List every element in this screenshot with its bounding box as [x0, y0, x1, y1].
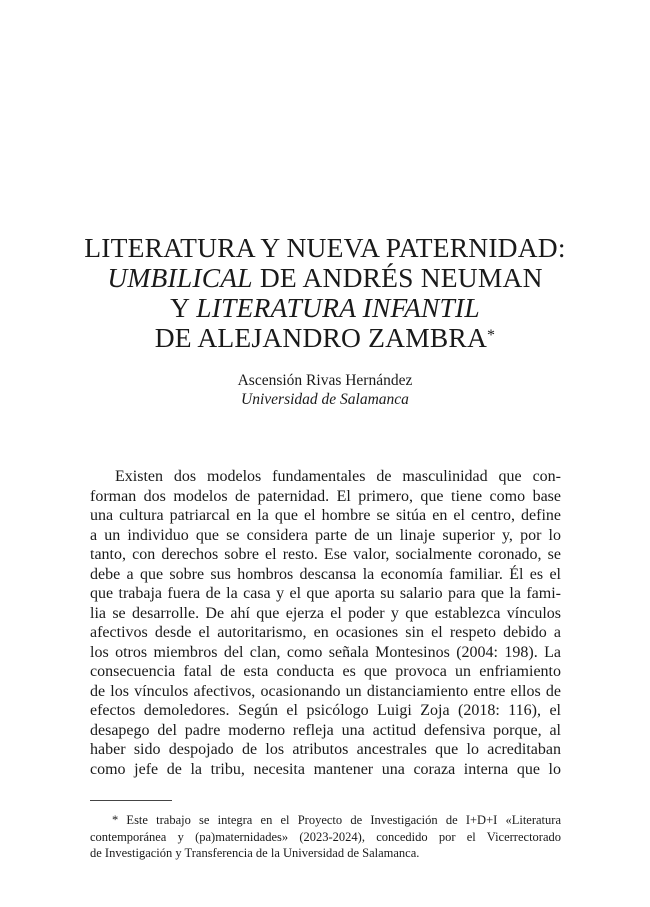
body-line: Existen dos modelos fundamentales de masculinidad que con-: [115, 468, 561, 485]
footnote-divider: [90, 800, 172, 801]
body-line: una cultura patriarcal en la que el hombre se sitúa en el centro, define: [90, 507, 561, 524]
title-author-neuman: DE ANDRÉS NEUMAN: [252, 262, 543, 293]
author-block: [60, 371, 590, 409]
body-line: como jefe de la tribu, necesita mantener una coraza interna que lo: [90, 760, 561, 778]
footnote-line: * Este trabajo se integra en el Proyecto de Investigación de I+D+I «Literatura: [112, 813, 561, 827]
body-line: afectivos desde el autoritarismo, en ocasiones sin el respeto debido a: [90, 624, 561, 641]
title-author-zambra: DE ALEJANDRO ZAMBRA: [154, 322, 488, 353]
title-work-umbilical: UMBILICAL: [107, 262, 253, 293]
body-line: haber sido despojado de los atributos ancestrales que lo acreditaban: [90, 741, 561, 758]
body-line: forman dos modelos de paternidad. El primero, que tiene como base: [90, 487, 561, 505]
body-line: los otros miembros del clan, como señala Montesinos (2004: 198). La: [90, 643, 561, 661]
body-line: desapego del padre moderno refleja una actitud defensiva porque, al: [90, 721, 561, 739]
body-line: de los vínculos afectivos, ocasionando un distanciamiento entre ellos de: [90, 682, 561, 700]
title-work-literatura-infantil: LITERATURA INFANTIL: [196, 292, 480, 323]
author-name: Ascensión Rivas Hernández: [237, 372, 413, 389]
body-line: que trabaja fuera de la casa y el que aporta su salario para que la fami-: [90, 585, 561, 602]
body-line: debe a que sobre sus hombros descansa la economía familiar. Él es el: [90, 565, 561, 583]
footnote-line: de Investigación y Transferencia de la Universidad de Salamanca.: [90, 846, 420, 860]
footnote-line: contemporánea y (pa)maternidades» (2023-2024), concedido por el Vicerrectorado: [90, 829, 561, 844]
title-footnote-mark[interactable]: *: [487, 327, 496, 344]
title-line-1: LITERATURA Y NUEVA PATERNIDAD:: [84, 232, 566, 263]
article-title: [60, 233, 590, 353]
body-line: lia se desarrolle. De ahí que ejerza el poder y que establezca vínculos: [90, 604, 561, 622]
body-line: tanto, con derechos sobre el resto. Ese valor, socialmente coronado, se: [90, 546, 561, 563]
title-line-4: [60, 323, 590, 353]
title-conjunction: Y: [170, 292, 197, 323]
title-line-2: [60, 263, 590, 293]
author-affiliation: Universidad de Salamanca: [241, 391, 409, 408]
body-paragraph: [90, 467, 561, 779]
body-line: consecuencia fatal de esta conducta es que provoca un enfriamiento: [90, 663, 561, 680]
body-line: a un individuo que se considera parte de un linaje superior y, por lo: [90, 526, 561, 544]
footnote: [90, 812, 561, 862]
title-line-3: [60, 293, 590, 323]
body-line: efectos demoledores. Según el psicólogo Luigi Zoja (2018: 116), el: [90, 702, 561, 719]
